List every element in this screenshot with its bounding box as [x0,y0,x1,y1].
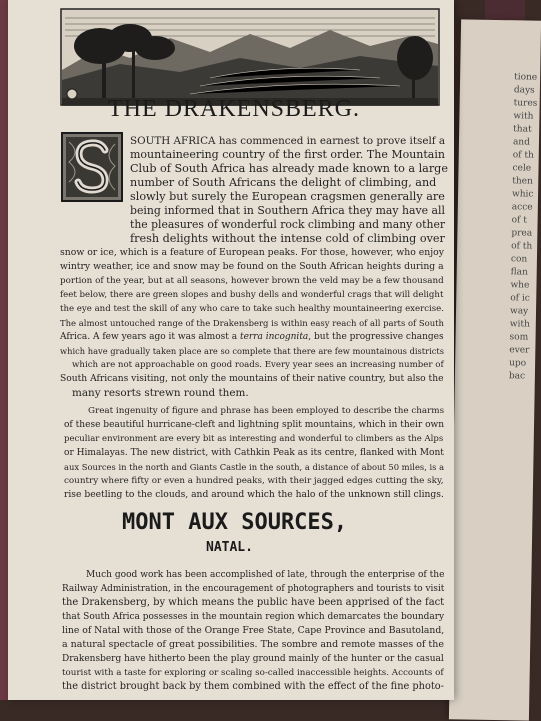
text-line: mountaineering country of the first order. The Mountain [130,148,445,161]
facing-page-fragment: tures [513,98,538,109]
text-line: Great ingenuity of figure and phrase has been employed to describe the charms [88,406,445,416]
text-line: tourist with a taste for exploring or scaling so-called inaccessible heights. Accounts of [62,668,444,678]
text-line: portion of the year, but at all seasons, however brown the veld may be a few thousand [60,276,444,286]
text-fragment: , but the progressive changes [308,332,444,342]
text-line: The almost untouched range of the Drakensberg is within easy reach of all parts of South [60,318,444,328]
facing-page-fragment: whe [510,280,530,291]
facing-page-fragment: upo [509,358,527,369]
facing-page-fragment: of th [512,150,534,161]
facing-page-fragment: with [513,111,534,122]
text-line: or Himalayas. The new district, with Cathkin Peak as its centre, flanked with Mont [64,448,444,458]
article-title: THE DRAKENSBERG. [108,96,361,122]
text-line: a natural spectacle of great possibilities. The sombre and remote masses of the [62,639,444,650]
text-line: the pleasures of wonderful rock climbing and many other [130,218,446,231]
text-line: rise beetling to the clouds, and around which the halo of the unknown still clings. [64,489,444,500]
text-line: slowly but surely the European cragsmen generally are [130,190,445,203]
text-line: Much good work has been accomplished of late, through the enterprise of the [86,570,445,580]
text-line: Club of South Africa has already made known to a large [130,162,448,175]
text-line: country where fifty or even a hundred peaks, with their jagged edges cutting the sky, [64,476,444,486]
facing-page-fragment: of t [511,215,527,226]
text-line: Drakensberg have hitherto been the play ground mainly of the hunter or the casual [62,654,444,664]
facing-page-fragment: way [509,306,529,317]
facing-page-fragment: of th [511,241,533,252]
text-line: line of Natal with those of the Orange Free State, Cape Province and Basutoland, [62,625,445,636]
text-line: number of South Africans the delight of climbing, and [130,176,437,189]
text-line: Railway Administration, in the encouragement of photographers and tourists to visit [62,584,445,594]
section-subheading: NATAL. [206,540,253,555]
facing-page-fragment: that [513,124,532,135]
facing-page-fragment: ever [509,345,530,356]
text-fragment: Africa. A few years ago it was almost a [60,332,238,342]
text-line: which are not approachable on good roads. Every year sees an increasing number of [72,360,444,370]
text-line: peculiar environment are every bit as interesting and wonderful to climbers as the Alps [64,434,444,444]
text-line [60,330,444,344]
facing-page-fragment: con [510,254,528,265]
facing-page-fragment: with [509,319,530,330]
facing-page-fragment: tione [514,72,538,83]
text-line: the eye and test the skill of any who care to take such healthy mountaineering exercise. [60,304,444,314]
facing-page-fragment: flan [510,267,528,278]
text-line: the district brought back by them combined with the effect of the fine photo- [62,681,444,692]
italic-term: terra incognita [239,332,309,342]
facing-page-fragment: acce [511,202,533,213]
text-line: that South Africa possesses in the mountain region which demarcates the boundary [62,612,445,622]
facing-page-fragment: and [512,137,530,148]
text-line: the Drakensberg, by which means the public have been apprised of the fact [62,597,445,608]
text-line: SOUTH AFRICA has commenced in earnest to prove itself a [130,135,446,147]
text-line: fresh delights without the intense cold of climbing over [130,232,445,245]
facing-page-fragment: som [509,332,529,343]
facing-page-fragment: cele [512,163,532,174]
text-line: aux Sources in the north and Giants Castle in the south, a distance of about 50 miles, is a [64,462,445,472]
facing-page-fragment: prea [511,228,533,239]
landscape-engraving-illustration [60,8,440,106]
facing-page-fragment: of ic [510,293,530,304]
text-line: feet below, there are green slopes and bushy dells and wonderful crags that will delight [60,290,444,300]
ornamental-drop-cap-s-icon [61,132,123,202]
facing-page-fragment: days [513,85,535,96]
facing-page-fragment: bac [508,371,526,382]
facing-page-fragment: whic [511,189,534,200]
text-line: of these beautiful hurricane-cleft and lightning split mountains, which in their own [64,420,445,430]
text-line: many resorts strewn round them. [72,387,249,399]
text-line: wintry weather, ice and snow may be found on the South African heights during a [60,261,444,272]
section-heading: MONT AUX SOURCES, [122,510,348,535]
text-line: which have gradually taken place are so complete that there are few mountainous districts [60,346,444,356]
text-line: being informed that in Southern Africa they may have all [130,204,445,217]
text-line: South Africans visiting, not only the mountains of their native country, but also the [60,374,444,384]
book-page [8,0,454,700]
page-content [8,0,454,700]
text-line: snow or ice, which is a feature of European peaks. For those, however, who enjoy [60,247,444,258]
facing-page-fragment: then [512,176,533,187]
facing-page [449,19,541,720]
